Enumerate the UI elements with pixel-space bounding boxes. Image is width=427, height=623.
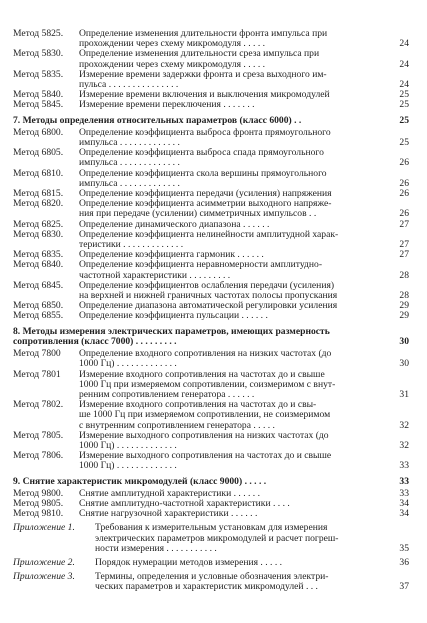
toc-entry-line: импульса . . . . . . . . . . . . . [79,158,180,169]
toc-entry-line: Требования к измерительным установкам для измерения [95,523,328,534]
toc-entry-line: пульса . . . . . . . . . . . . . . . [79,80,179,91]
toc-entry-code: Метод 6815. [13,188,64,200]
toc-entry-line: Определение коэффициента асимметрии выходного напряже- [79,199,332,210]
toc-entry-line: Определение изменения длительности среза импульса при [79,49,320,60]
toc-entry-line: Измерение входного сопротивления на частотах до и свыше [79,369,325,380]
toc-entry [13,489,409,499]
toc-page-number: 27 [399,218,409,230]
toc-page-number: 33 [399,460,409,472]
toc-entry-line: Определение коэффициентов ослабления передачи (усиления) [79,280,335,291]
toc-entry-line: Снятие амплитудно-частотной характеристики . . . . [79,498,290,509]
toc-entry-code: Метод 7805. [13,429,64,441]
toc-entry-line: Определение коэффициента нелинейности амплитудной харак- [79,229,339,240]
toc-appendix-entry [13,523,409,554]
toc-page-number: 27 [399,239,409,251]
toc-page-number: 24 [399,58,409,70]
toc-entry-title [79,220,393,230]
toc-entry [13,169,409,189]
toc-entry-code: Метод 5845. [13,99,64,111]
toc-entry-code: Метод 6835. [13,249,64,261]
toc-entry-code: Метод 7806. [13,450,64,462]
toc-page-number: 24 [399,79,409,91]
toc-entry-title [13,116,393,126]
toc-entry-line: с внутренним сопротивлением генератора . . . . . [79,420,275,431]
toc-entry-code: Метод 9805. [13,497,64,509]
toc-entry-line: 8. Методы измерения электрических параметров, имеющих размерность [13,326,330,337]
toc-entry-code: Метод 6855. [13,310,64,322]
toc-entry-code: Приложение 3. [13,571,75,583]
toc-entry-line: Определение диапазона автоматической регулировки усиления [79,301,338,312]
toc-entry-code: Метод 6825. [13,218,64,230]
toc-section-heading [13,477,409,487]
toc-page-number: 32 [399,439,409,451]
toc-section-heading [13,116,409,126]
toc-entry-line: импульса . . . . . . . . . . . . . [79,138,180,149]
toc-entry-title [79,100,393,110]
toc-page-number: 25 [399,99,409,111]
toc-entry [13,451,409,471]
toc-entry-title [79,311,393,321]
toc-entry [13,431,409,451]
toc-entry-title [79,90,393,100]
toc-entry-code: Приложение 1. [13,522,75,534]
toc-page-number: 25 [399,89,409,101]
toc-entry-title [79,489,393,499]
toc-entry-title [79,301,393,311]
toc-entry-line: Определение динамического диапазона . . . . . . [79,219,270,230]
toc-entry [13,199,409,219]
toc-page-number: 26 [399,188,409,200]
toc-entry-line: ности измерения . . . . . . . . . . . [95,543,217,554]
toc-entry [13,400,409,431]
toc-entry-line: Измерение времени задержки фронта и среза выходного им- [79,69,327,80]
toc-entry-line: Определение входного сопротивления на низких частотах (до [79,349,332,360]
toc-entry-line: прохождении через схему микромодуля . . . . . [79,39,266,50]
toc-entry-line: Определение коэффициента выброса фронта прямоугольного [79,127,331,138]
toc-entry-title [79,349,393,369]
toc-entry [13,220,409,230]
toc-page-number: 25 [399,137,409,149]
toc-entry-title [79,400,393,431]
toc-entry-code: Приложение 2. [13,556,75,568]
toc-entry-title [79,169,393,189]
toc-page-number: 29 [399,300,409,312]
toc-entry [13,301,409,311]
toc-entry-code: Метод 6850. [13,300,64,312]
toc-entry-line: Измерение выходного сопротивления на низких частотах (до [79,430,329,441]
toc-page-number: 30 [399,335,409,347]
toc-page-number: 37 [399,581,409,593]
toc-entry-line: теристики . . . . . . . . . . . . . [79,240,184,251]
toc-entry-code: Метод 9810. [13,508,64,520]
toc-entry-line: Определение коэффициента пульсации . . . . . . [79,311,268,322]
toc-page-number: 26 [399,157,409,169]
toc-entry-line: Определение коэффициента гармоник . . . . . . [79,250,264,261]
toc-entry [13,148,409,168]
toc-entry-title [79,431,393,451]
toc-entry-line: импульса . . . . . . . . . . . . . [79,178,180,189]
toc-entry-title [95,523,393,554]
toc-entry-title [95,558,393,568]
toc-page-number: 25 [399,114,409,126]
toc-entry-title [79,370,393,401]
toc-page-number: 28 [399,269,409,281]
toc-entry-line: 1000 Гц) . . . . . . . . . . . . . [79,440,177,451]
toc-entry-title [79,29,393,49]
toc-entry-line: Определение изменения длительности фронта импульса при [79,29,328,39]
toc-entry-title [79,49,393,69]
toc-entry [13,90,409,100]
toc-page-number: 33 [399,475,409,487]
toc-page-number: 26 [399,208,409,220]
toc-entry-code: Метод 6810. [13,167,64,179]
toc-entry-title [79,260,393,280]
toc-entry [13,509,409,519]
toc-entry-title [79,499,393,509]
toc-entry-title [79,148,393,168]
toc-entry-title [79,230,393,250]
toc-entry-line: Определение коэффициента неравномерности амплитудно- [79,260,323,271]
toc-entry-line: сопротивления (класс 7000) . . . . . . . . . [13,336,177,347]
toc-entry-line: электрических параметров микромодулей и расчет погреш- [95,533,339,544]
toc-entry-line: ния при передаче (усилении) симметричных импульсов . . [79,209,317,220]
toc-entry-code: Метод 9800. [13,487,64,499]
toc-entry-line: частотной характеристики . . . . . . . . . [79,270,231,281]
toc-page-number: 35 [399,542,409,554]
toc-page-number: 32 [399,419,409,431]
toc-entry-line: Термины, определения и условные обозначения электри- [95,572,329,583]
toc-page-number: 34 [399,508,409,520]
toc-page-number: 24 [399,38,409,50]
toc-entry-title [13,477,393,487]
toc-entry [13,250,409,260]
toc-entry-line: ше 1000 Гц при измеряемом сопротивлении, не соизмеримом [79,410,331,421]
toc-page-number: 36 [399,556,409,568]
toc-entry-line: Определение коэффициента скола вершины прямоугольного [79,168,327,179]
toc-entry-line: 1000 Гц при измеряемом сопротивлении, соизмеримом с внут- [79,379,336,390]
toc-entry-title [13,327,393,347]
toc-entry-title [79,509,393,519]
toc-entry-code: Метод 7800 [13,348,61,360]
toc-entry [13,29,409,49]
toc-entry-line: Измерение входного сопротивления на частотах до и свы- [79,400,317,411]
toc-entry-code: Метод 6830. [13,228,64,240]
toc-entry-line: 9. Снятие характеристик микромодулей (класс 9000) . . . . . [13,476,267,487]
toc-entry [13,230,409,250]
toc-entry [13,49,409,69]
toc-entry [13,311,409,321]
toc-appendix-entry [13,572,409,592]
toc-entry-code: Метод 5830. [13,48,64,60]
toc-entry-code: Метод 6800. [13,126,64,138]
toc-section-heading [13,327,409,347]
toc-entry-title [79,281,393,301]
toc-page-number: 33 [399,487,409,499]
toc-entry-line: 1000 Гц) . . . . . . . . . . . . . [79,359,177,370]
toc-entry [13,281,409,301]
toc-entry-title [79,250,393,260]
toc-entry-line: Измерение времени переключения . . . . . . . [79,100,255,111]
table-of-contents [13,29,409,593]
toc-entry-code: Метод 5835. [13,68,64,80]
toc-entry-title [79,199,393,219]
toc-entry-title [79,128,393,148]
toc-entry-line: на верхней и нижней граничных частотах полосы пропускания [79,291,338,302]
toc-entry-line: 7. Методы определения относительных параметров (класс 6000) . . [13,115,302,126]
toc-entry-title [95,572,393,592]
toc-appendix-entry [13,558,409,568]
toc-entry-code: Метод 6805. [13,147,64,159]
toc-entry-line: ренним сопротивлением генератора . . . . . . [79,389,255,400]
toc-entry-code: Метод 7801 [13,368,61,380]
toc-entry-line: 1000 Гц) . . . . . . . . . . . . . [79,461,177,472]
toc-entry-line: Порядок нумерации методов измерения . . . . . [95,557,283,568]
toc-page-number: 28 [399,290,409,302]
toc-entry-code: Метод 6820. [13,198,64,210]
toc-entry-title [79,451,393,471]
toc-entry [13,128,409,148]
toc-entry-code: Метод 5840. [13,89,64,101]
toc-page-number: 27 [399,249,409,261]
toc-entry [13,100,409,110]
toc-entry-code: Метод 6840. [13,259,64,271]
toc-entry [13,499,409,509]
toc-entry-code: Метод 6845. [13,279,64,291]
toc-entry-title [79,70,393,90]
toc-page-number: 31 [399,388,409,400]
toc-entry [13,370,409,401]
toc-entry [13,189,409,199]
toc-entry-code: Метод 5825. [13,28,64,39]
toc-page-number: 29 [399,310,409,322]
toc-entry [13,70,409,90]
toc-page-number: 30 [399,358,409,370]
toc-entry-code: Метод 7802. [13,399,64,411]
toc-page-number: 26 [399,177,409,189]
toc-entry-line: Определение коэффициента передачи (усиления) напряжения [79,189,332,200]
toc-entry-line: Определение коэффициента выброса спада прямоугольного [79,148,324,159]
toc-entry-line: Измерение выходного сопротивления на частотах до и свыше [79,451,332,462]
toc-entry [13,349,409,369]
toc-entry-line: Снятие нагрузочной характеристики . . . . . . [79,509,258,520]
toc-page-number: 34 [399,497,409,509]
toc-entry-line: Снятие амплитудной характеристики . . . . . . [79,488,260,499]
toc-entry-line: Измерение времени включения и выключения микромодулей [79,90,330,101]
toc-entry-line: ческих параметров и характеристик микромодулей . . . [95,582,318,593]
toc-entry-line: прохождении через схему микромодуля . . . . . [79,59,266,70]
toc-entry-title [79,189,393,199]
toc-entry [13,260,409,280]
